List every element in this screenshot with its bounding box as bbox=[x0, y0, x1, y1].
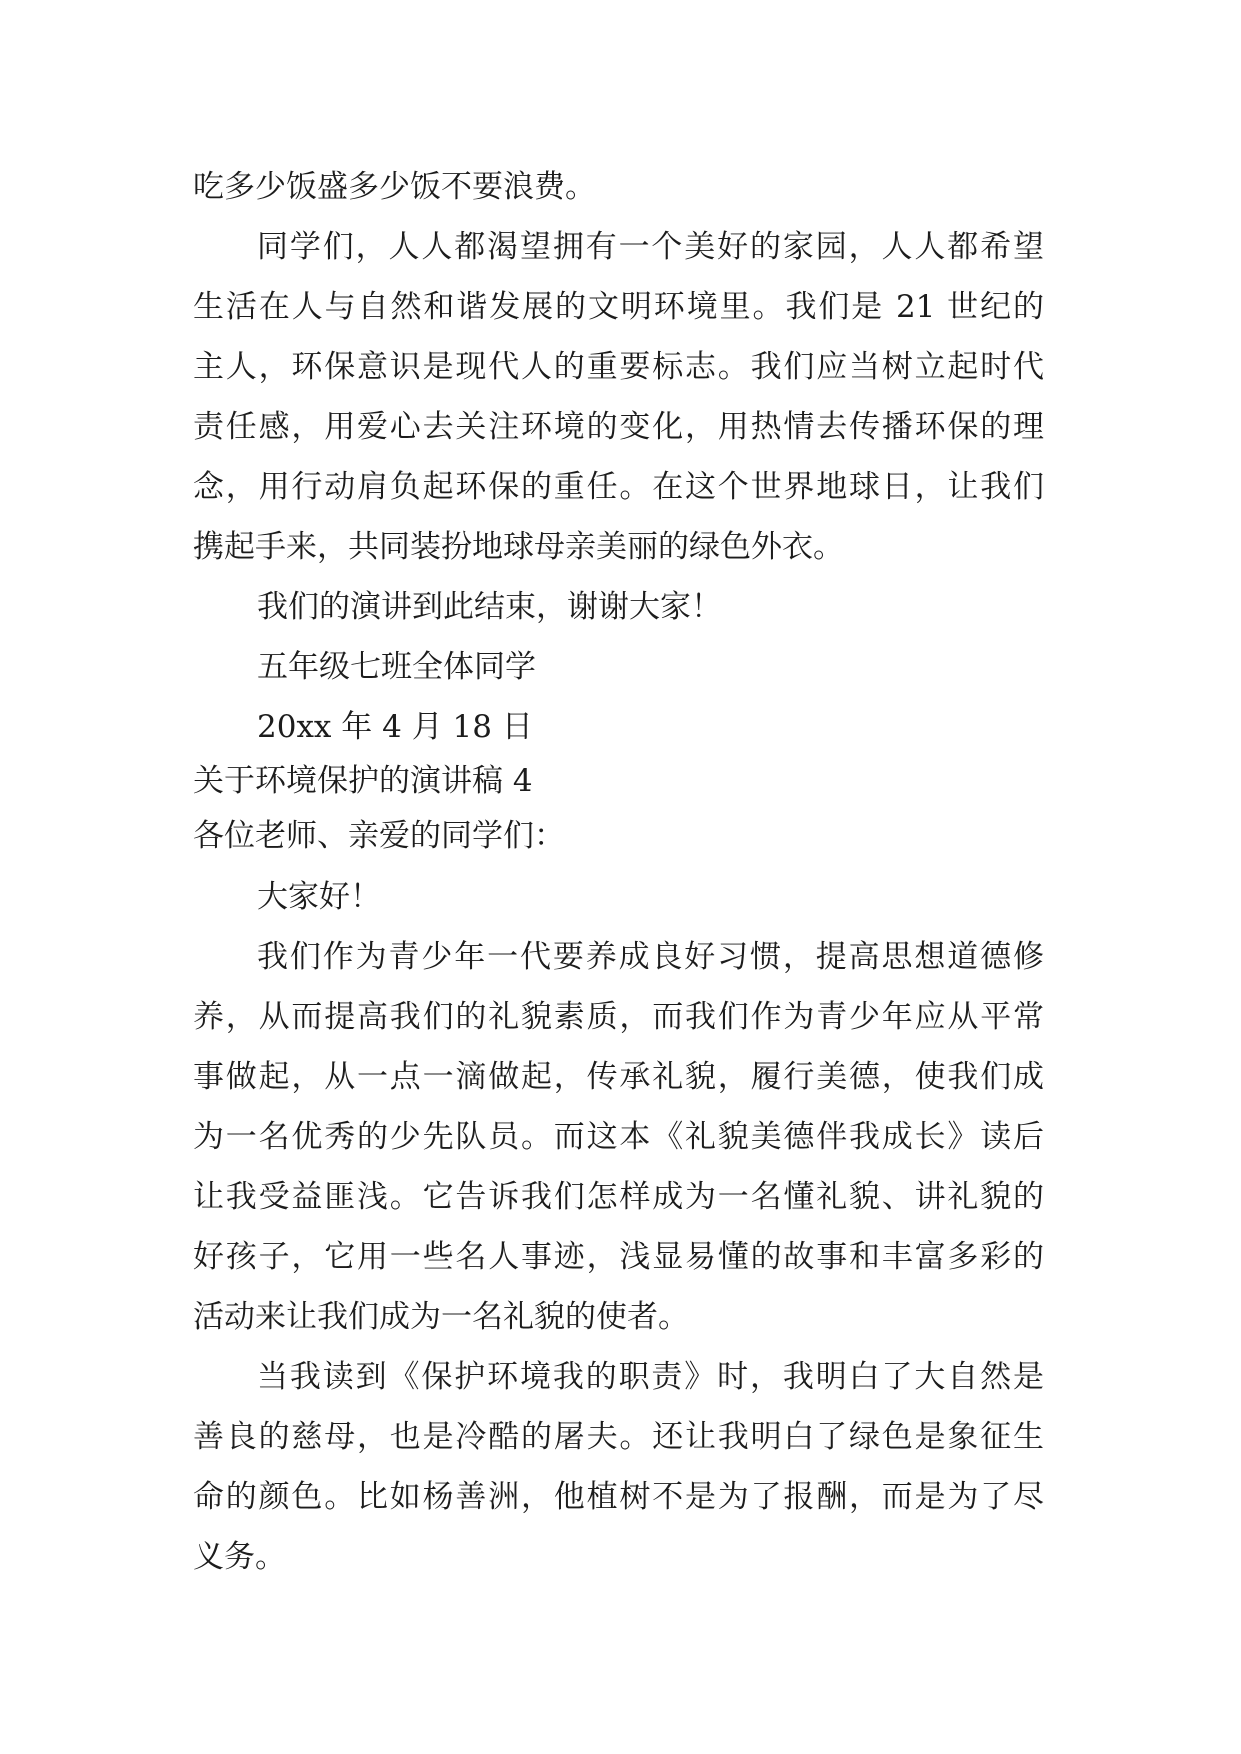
paragraph-first-line: 当我读到《保护环境我的职责》时，我明白了大自然是 bbox=[257, 1359, 1044, 1395]
closing-remark: 我们的演讲到此结束，谢谢大家！ bbox=[257, 589, 722, 625]
paragraph-first-line: 我们作为青少年一代要养成良好习惯，提高思想道德修 bbox=[257, 939, 1044, 975]
signature: 五年级七班全体同学 bbox=[257, 649, 536, 685]
date: 20xx 年 4 月 18 日 bbox=[257, 709, 533, 745]
greeting: 大家好！ bbox=[257, 879, 381, 915]
text-line: 命的颜色。比如杨善洲，他植树不是为了报酬，而是为了尽 bbox=[193, 1479, 1044, 1515]
text-line: 好孩子，它用一些名人事迹，浅显易懂的故事和丰富多彩的 bbox=[193, 1239, 1044, 1275]
text-line: 善良的慈母，也是冷酷的屠夫。还让我明白了绿色是象征生 bbox=[193, 1419, 1044, 1455]
text-line: 活动来让我们成为一名礼貌的使者。 bbox=[193, 1299, 689, 1335]
salutation: 各位老师、亲爱的同学们： bbox=[193, 818, 565, 854]
text-line: 事做起，从一点一滴做起，传承礼貌，履行美德，使我们成 bbox=[193, 1059, 1044, 1095]
text-line: 念，用行动肩负起环保的重任。在这个世界地球日，让我们 bbox=[193, 469, 1044, 505]
text-line: 为一名优秀的少先队员。而这本《礼貌美德伴我成长》读后 bbox=[193, 1119, 1044, 1155]
text-line: 吃多少饭盛多少饭不要浪费。 bbox=[193, 169, 596, 205]
text-line: 养，从而提高我们的礼貌素质，而我们作为青少年应从平常 bbox=[193, 999, 1044, 1035]
text-line: 生活在人与自然和谐发展的文明环境里。我们是 21 世纪的 bbox=[193, 289, 1044, 325]
text-line: 主人，环保意识是现代人的重要标志。我们应当树立起时代 bbox=[193, 349, 1044, 385]
section-title: 关于环境保护的演讲稿 4 bbox=[193, 763, 533, 799]
text-line: 义务。 bbox=[193, 1539, 286, 1575]
text-line: 携起手来，共同装扮地球母亲美丽的绿色外衣。 bbox=[193, 529, 844, 565]
text-line: 责任感，用爱心去关注环境的变化，用热情去传播环保的理 bbox=[193, 409, 1044, 445]
text-line: 让我受益匪浅。它告诉我们怎样成为一名懂礼貌、讲礼貌的 bbox=[193, 1179, 1044, 1215]
paragraph-first-line: 同学们，人人都渴望拥有一个美好的家园，人人都希望 bbox=[257, 229, 1044, 265]
